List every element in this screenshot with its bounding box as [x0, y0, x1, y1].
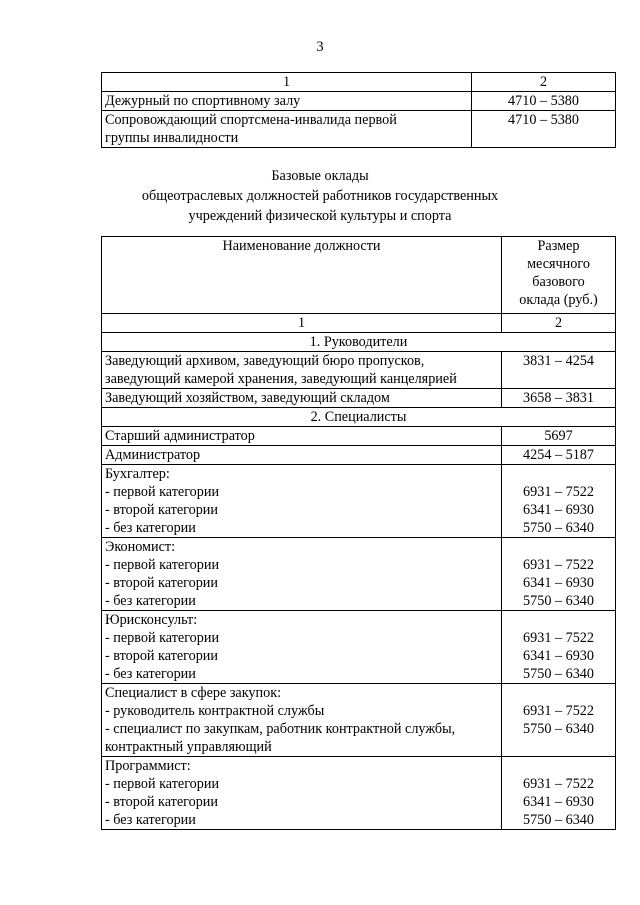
table-header-row — [102, 73, 616, 92]
table-row — [102, 352, 616, 389]
position-name: Сопровождающий спортсмена-инвалида первой группы инвалидности — [102, 111, 472, 148]
position-name: Администратор — [102, 446, 502, 465]
salary-value: 4710 – 5380 — [472, 92, 616, 111]
table-row — [102, 446, 616, 465]
section-row — [102, 408, 616, 427]
salary-values: 6931 – 7522 6341 – 6930 5750 – 6340 — [502, 757, 616, 830]
column-number-1: 1 — [102, 314, 502, 333]
salary-value: 5697 — [502, 427, 616, 446]
title-line-2: общеотраслевых должностей работников государственных — [141, 188, 499, 204]
table-row — [102, 92, 616, 111]
table-row — [102, 611, 616, 684]
title-line-1: Базовые оклады — [271, 168, 369, 184]
page-number: 3 — [316, 39, 324, 55]
table-row — [102, 111, 616, 148]
section-heading-managers: 1. Руководители — [102, 333, 616, 352]
table-row — [102, 757, 616, 830]
base-salary-table — [101, 236, 616, 830]
salary-value: 3831 – 4254 — [502, 352, 616, 389]
position-accountant: Бухгалтер: - первой категории - второй категории - без категории — [102, 465, 502, 538]
position-name: Заведующий архивом, заведующий бюро пропусков, заведующий камерой хранения, заведующий канцелярией — [102, 352, 502, 389]
position-procurement: Специалист в сфере закупок: - руководитель контрактной службы - специалист по закупкам, работник контрактной службы, контрактный управляющий — [102, 684, 502, 757]
numbering-row — [102, 314, 616, 333]
salary-values: 6931 – 7522 6341 – 6930 5750 – 6340 — [502, 538, 616, 611]
position-programmer: Программист: - первой категории - второй категории - без категории — [102, 757, 502, 830]
table-row — [102, 389, 616, 408]
section-title — [0, 166, 640, 226]
column-number-1: 1 — [102, 73, 472, 92]
section-heading-specialists: 2. Специалисты — [102, 408, 616, 427]
table-row — [102, 684, 616, 757]
salary-value: 4710 – 5380 — [472, 111, 616, 148]
salary-values: 6931 – 7522 6341 – 6930 5750 – 6340 — [502, 611, 616, 684]
header-salary-size: Размер месячного базового оклада (руб.) — [502, 237, 616, 314]
position-economist: Экономист: - первой категории - второй категории - без категории — [102, 538, 502, 611]
table-header-row — [102, 237, 616, 314]
table-row — [102, 465, 616, 538]
table-row — [102, 427, 616, 446]
salary-values: 6931 – 7522 6341 – 6930 5750 – 6340 — [502, 465, 616, 538]
salary-values: 6931 – 7522 5750 – 6340 — [502, 684, 616, 757]
position-name: Заведующий хозяйством, заведующий складом — [102, 389, 502, 408]
salary-value: 3658 – 3831 — [502, 389, 616, 408]
title-line-3: учреждений физической культуры и спорта — [188, 208, 452, 224]
header-position-name: Наименование должности — [102, 237, 502, 314]
salary-table-continued — [101, 72, 616, 148]
position-lawyer: Юрисконсульт: - первой категории - второй категории - без категории — [102, 611, 502, 684]
section-row — [102, 333, 616, 352]
column-number-2: 2 — [472, 73, 616, 92]
column-number-2: 2 — [502, 314, 616, 333]
position-name: Старший администратор — [102, 427, 502, 446]
position-name: Дежурный по спортивному залу — [102, 92, 472, 111]
table-row — [102, 538, 616, 611]
salary-value: 4254 – 5187 — [502, 446, 616, 465]
